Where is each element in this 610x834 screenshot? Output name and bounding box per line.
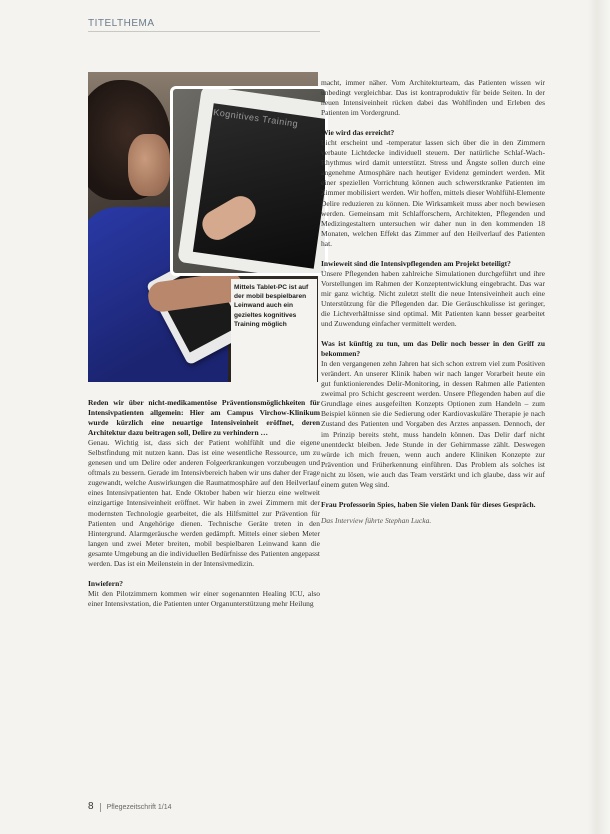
right-column — [321, 78, 545, 526]
answer-paragraph: Mit den Pilotzimmern kommen wir einer sogenannten Healing ICU, also einer Intensivstation, die Patienten unter Organunterstützung mehr Heilung — [88, 588, 320, 608]
publication-name: Pflegezeitschrift 1/14 — [106, 804, 172, 811]
header-rule — [88, 31, 320, 32]
tablet-screen-text: Kognitives Training — [212, 107, 299, 129]
question-heading: Was ist künftig zu tun, um das Delir noch besser in den Griff zu bekommen? — [321, 339, 545, 359]
page-binding-edge — [588, 0, 610, 834]
page-footer — [88, 801, 172, 812]
intro-question: Reden wir über nicht-medikamentöse Präventionsmöglichkeiten für Intensivpatienten allgemein: Hier am Campus Virchow-Klinikum wurde kürzlich eine neuartige Intensiveinheit eröffnet, deren Architektur dazu beitragen soll, Delire zu verhindern … — [88, 398, 320, 438]
answer-paragraph: Unsere Pflegenden haben zahlreiche Simulationen durchgeführt und ihre Vorstellungen im Rahmen der Konzeptentwicklung eingebracht. Das war mir ganz wichtig. Nicht zuletzt stellt die neue Intensiveinheit auch eine Unterstützung für die Pflegenden dar. Die Geräuschkulisse ist geringer, die Lichtverhältnisse sind optimal. Mit Patienten kann besser gearbeitet und Zuwendung einfacher vermittelt werden. — [321, 268, 545, 329]
answer-paragraph: Genau. Wichtig ist, dass sich der Patient wohlfühlt und die eigene Selbstfindung mit nutzen kann. Das ist eine wesentliche Ressource, um zu genesen und um Delire oder anderen Folgeerkrankungen vorzubeugen und oftmals zu bessern. Gerade im Intensivbereich haben wir uns daher der Frage zugewandt, welche Auswirkungen die Raumatmosphäre auf den Heilverlauf eines Intensivpatienten hat. Ende Oktober haben wir hierzu eine weltweit einzigartige Intensiveinheit eröffnet. Wir haben in zwei Zimmern mit der modernsten Technologie gearbeitet, die als Hilfsmittel zur Prävention für Patienten und Angehörige dienen. Technische Geräte treten in den Hintergrund. Alarmgeräusche werden gedämpft. Mittels einer sieben Meter langen und zwei Meter breiten, mobil bespielbaren Leinwand kann die gesamte Umgebung an die individuellen Bedürfnisse des Patienten angepasst werden. Das ist ein Meilenstein in der Intensivmedizin. — [88, 438, 320, 568]
footer-divider — [100, 803, 101, 812]
section-header: TITELTHEMA — [88, 18, 155, 29]
question-heading: Inwiefern? — [88, 578, 123, 588]
inset-photo-tablet — [170, 86, 328, 276]
question-heading: Inwieweit sind die Intensivpflegenden am Projekt beteiligt? — [321, 258, 511, 268]
interview-byline: Das Interview führte Stephan Lucka. — [321, 515, 432, 525]
left-column — [88, 398, 320, 609]
page-number: 8 — [88, 801, 94, 812]
closing-statement: Frau Professorin Spies, haben Sie vielen Dank für dieses Gespräch. — [321, 499, 536, 509]
photo-caption: Mittels Tablet-PC ist auf der mobil bespielbaren Leinwand auch ein gezieltes kognitives Training möglich — [234, 284, 309, 328]
person-face — [128, 134, 170, 196]
answer-paragraph: Licht erscheint und -temperatur lassen sich über die in den Zimmern verbaute Lichtdecke individuell steuern. Der natürliche Schlaf-Wach-Rhythmus wird damit unterstützt. Stress und Ängste sollen durch eine angenehme Atmosphäre nach heutiger Evidenz gemindert werden. Mit einer speziellen Vorrichtung können auch schwerstkranke Patienten im Zimmer mobilisiert werden. Wir hoffen, mittels dieser Wohlfühl-Elemente Delire reduzieren zu können. Die Wirksamkeit muss aber noch bewiesen werden. Gemeinsam mit Schlafforschern, Architekten, Pflegenden und Medizingestaltern untersuchen wir daher nun in den kommenden 18 Monaten, welchen Effekt das Zimmer auf den Heilverlauf des Patienten hat. — [321, 138, 545, 248]
continued-paragraph: macht, immer näher. Vom Architekturteam, das Patienten wissen wir unbedingt vergleichbar. Das ist kontraproduktiv für beide Seiten. In der neuen Intensiveinheit rücken dabei das Wohlfinden und Erleben des Patienten im Vordergrund. — [321, 78, 545, 118]
answer-paragraph: In den vergangenen zehn Jahren hat sich schon extrem viel zum Positiven verändert. An unserer Klinik haben wir nach langer Vorarbeit heute ein gut funktionierendes Delir-Monitoring, in dessen Rahmen alle Patienten zweimal pro Schicht gescreent werden. Unsere Pflegenden haben auf die Grundlage eines ausgefeilten Konzepts Optionen zum Handeln – zum Beispiel können sie die Sedierung oder Kardiovaskuläre Therapie je nach Zustand des Patienten und Vorgaben des Arztes anpassen. Dennoch, der im Prinzip bereits steht, muss handeln können. Das Delir darf nicht unentdeckt bleiben. Jede Stunde in der Gehirnmasse zählt. Deswegen würde ich mich freuen, wenn auch andere Kliniken Konzepte zur Prävention und Früherkennung einführen. Das Problem als solches ist nicht zu lösen, wie auch das Team verstärkt und ich glaube, dass wir auf einem guten Weg sind. — [321, 359, 545, 489]
question-heading: Wie wird das erreicht? — [321, 128, 395, 138]
